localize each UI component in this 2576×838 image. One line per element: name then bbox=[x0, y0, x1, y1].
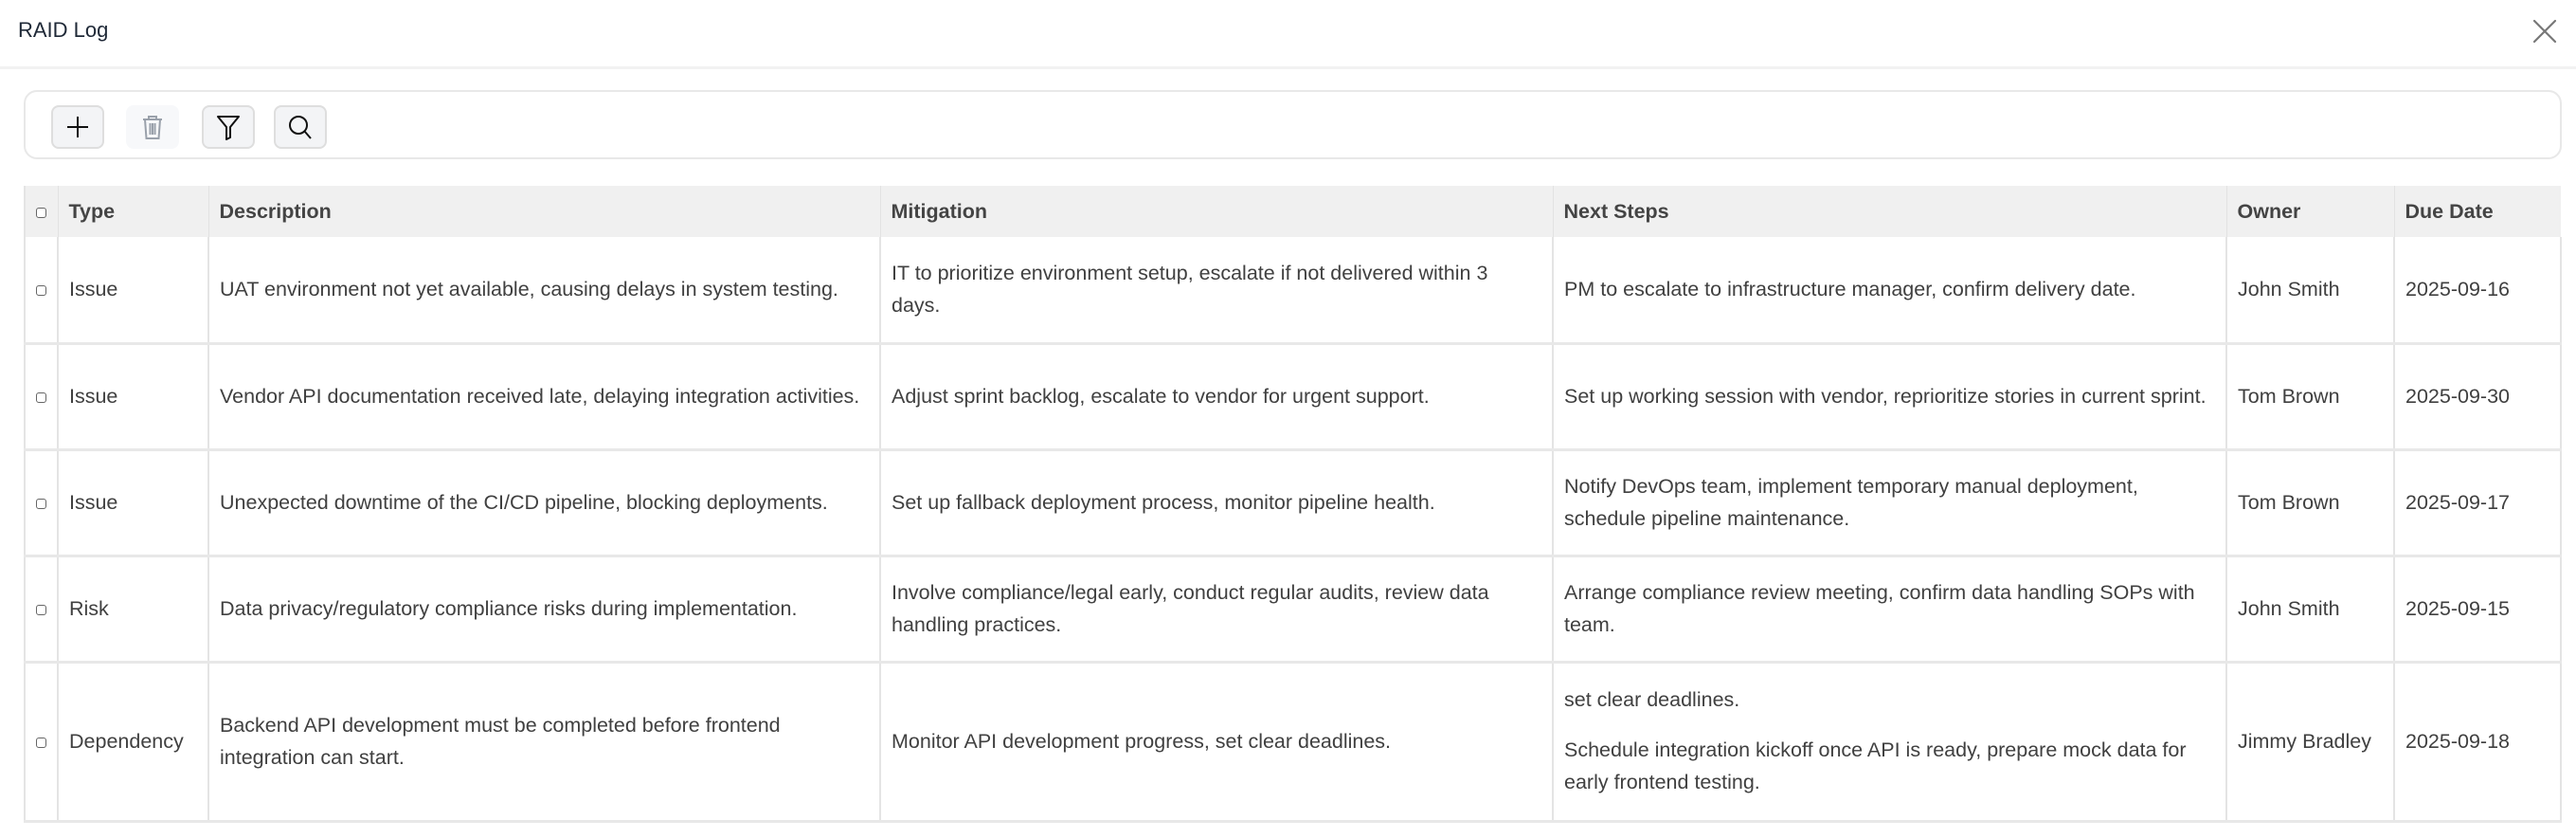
column-header-type[interactable]: Type bbox=[58, 186, 208, 237]
owner-cell: Tom Brown bbox=[2226, 449, 2394, 556]
column-header-mitigation[interactable]: Mitigation bbox=[880, 186, 1553, 237]
add-button[interactable] bbox=[51, 105, 104, 149]
column-header-next-steps[interactable]: Next Steps bbox=[1553, 186, 2226, 237]
description-cell: UAT environment not yet available, causing delays in system testing. bbox=[208, 237, 880, 343]
table-row[interactable] bbox=[25, 237, 2561, 343]
row-checkbox[interactable] bbox=[25, 237, 58, 343]
next-steps-cell: Set up working session with vendor, reprioritize stories in current sprint. bbox=[1553, 343, 2226, 449]
search-button[interactable] bbox=[274, 105, 327, 149]
filter-icon bbox=[215, 113, 242, 141]
next-steps-cell: PM to escalate to infrastructure manager, confirm delivery date. bbox=[1553, 237, 2226, 343]
mitigation-cell: Involve compliance/legal early, conduct regular audits, review data handling practices. bbox=[880, 556, 1553, 662]
owner-cell: John Smith bbox=[2226, 237, 2394, 343]
next-steps-cell: Arrange compliance review meeting, confirm data handling SOPs with team. bbox=[1553, 556, 2226, 662]
due-date-cell: 2025-09-16 bbox=[2394, 237, 2561, 343]
row-checkbox[interactable] bbox=[25, 449, 58, 556]
due-date-cell: 2025-09-17 bbox=[2394, 449, 2561, 556]
dialog-header bbox=[0, 0, 2576, 69]
dialog-title: RAID Log bbox=[18, 18, 109, 42]
select-all-checkbox[interactable] bbox=[25, 186, 58, 237]
due-date-cell: 2025-09-18 bbox=[2394, 662, 2561, 821]
type-cell: Issue bbox=[58, 343, 208, 449]
row-checkbox[interactable] bbox=[25, 556, 58, 662]
next-steps-cell bbox=[1553, 662, 2226, 821]
due-date-cell: 2025-09-30 bbox=[2394, 343, 2561, 449]
mitigation-cell: Adjust sprint backlog, escalate to vendor for urgent support. bbox=[880, 343, 1553, 449]
mitigation-cell: Set up fallback deployment process, monitor pipeline health. bbox=[880, 449, 1553, 556]
type-cell: Issue bbox=[58, 449, 208, 556]
due-date-cell: 2025-09-15 bbox=[2394, 556, 2561, 662]
type-cell: Dependency bbox=[58, 662, 208, 821]
next-steps-cell: Notify DevOps team, implement temporary manual deployment, schedule pipeline maintenance. bbox=[1553, 449, 2226, 556]
column-header-description[interactable]: Description bbox=[208, 186, 880, 237]
description-cell: Unexpected downtime of the CI/CD pipeline, blocking deployments. bbox=[208, 449, 880, 556]
table-row[interactable] bbox=[25, 343, 2561, 449]
table-row[interactable] bbox=[25, 662, 2561, 821]
mitigation-cell: IT to prioritize environment setup, escalate if not delivered within 3 days. bbox=[880, 237, 1553, 343]
table-row[interactable] bbox=[25, 449, 2561, 556]
delete-button[interactable] bbox=[126, 105, 179, 149]
next-steps-line: set clear deadlines. bbox=[1564, 688, 1740, 712]
owner-cell: Jimmy Bradley bbox=[2226, 662, 2394, 821]
search-icon bbox=[287, 113, 314, 141]
close-icon[interactable] bbox=[2531, 17, 2559, 46]
mitigation-cell: Monitor API development progress, set clear deadlines. bbox=[880, 662, 1553, 821]
plus-icon bbox=[65, 115, 90, 139]
table-header-row bbox=[25, 186, 2561, 237]
raid-table bbox=[24, 186, 2562, 823]
description-cell: Data privacy/regulatory compliance risks during implementation. bbox=[208, 556, 880, 662]
type-cell: Issue bbox=[58, 237, 208, 343]
row-checkbox[interactable] bbox=[25, 343, 58, 449]
row-checkbox[interactable] bbox=[25, 662, 58, 821]
trash-icon bbox=[140, 113, 165, 141]
next-steps-line: Schedule integration kickoff once API is ready, prepare mock data for early frontend testing. bbox=[1564, 738, 2187, 794]
type-cell: Risk bbox=[58, 556, 208, 662]
table-row[interactable] bbox=[25, 556, 2561, 662]
description-cell: Backend API development must be completed before frontend integration can start. bbox=[208, 662, 880, 821]
column-header-due-date[interactable]: Due Date bbox=[2394, 186, 2561, 237]
owner-cell: Tom Brown bbox=[2226, 343, 2394, 449]
toolbar bbox=[24, 90, 2562, 159]
description-cell: Vendor API documentation received late, delaying integration activities. bbox=[208, 343, 880, 449]
column-header-owner[interactable]: Owner bbox=[2226, 186, 2394, 237]
filter-button[interactable] bbox=[202, 105, 255, 149]
owner-cell: John Smith bbox=[2226, 556, 2394, 662]
